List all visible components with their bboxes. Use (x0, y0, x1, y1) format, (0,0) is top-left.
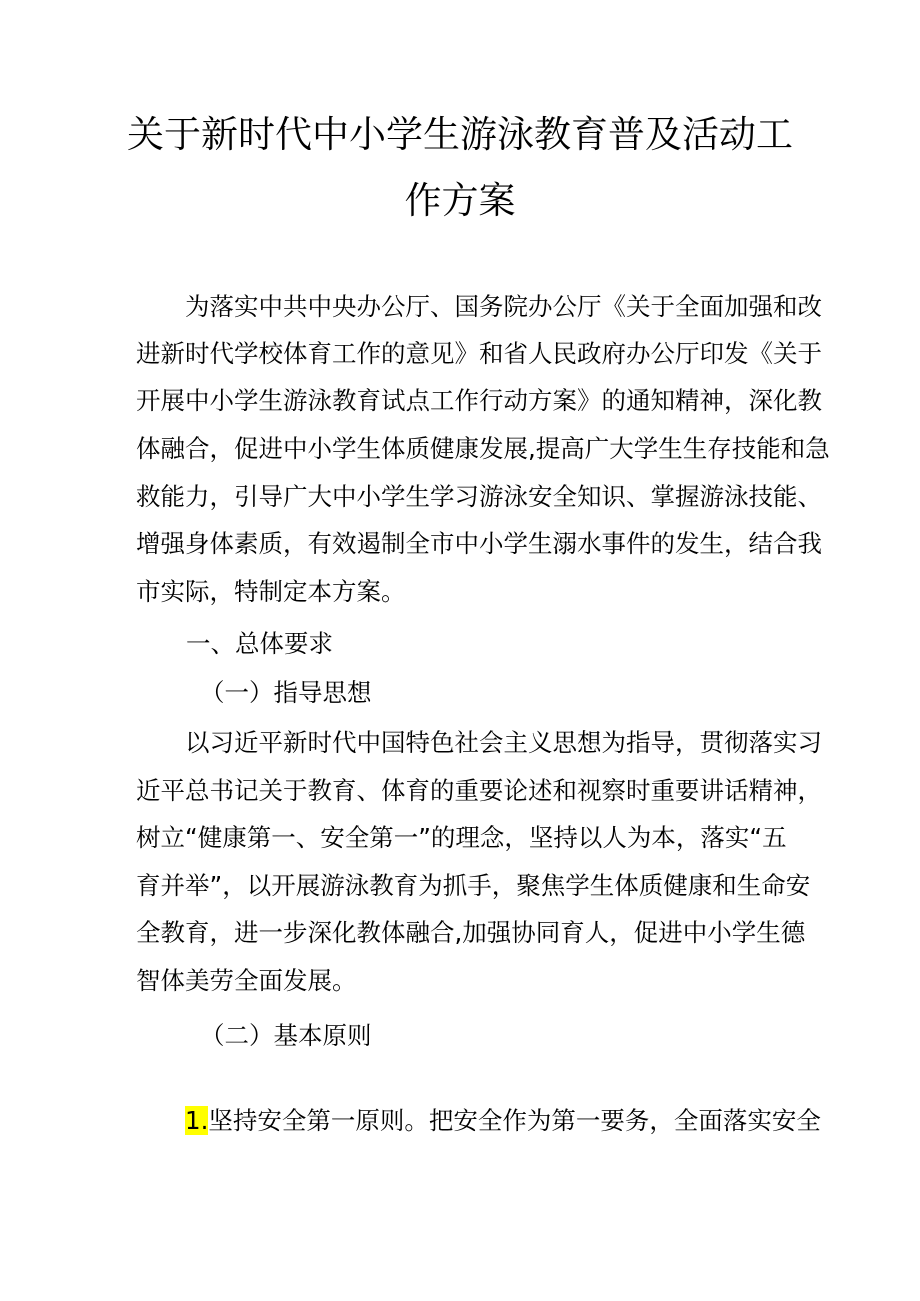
intro-paragraph-line: 救能力，引导广大中小学生学习游泳安全知识、掌握游泳技能、 (136, 482, 822, 511)
guiding-paragraph-line: 全教育，进一步深化教体融合,加强协同育人，促进中小学生德 (136, 918, 806, 947)
guiding-paragraph-line: 育并举”，以开展游泳教育为抓手，聚焦学生体质健康和生命安 (136, 871, 811, 900)
guiding-paragraph-line: 树立“健康第一、安全第一”的理念，坚持以人为本，落实“五 (136, 823, 787, 852)
intro-paragraph-line: 为落实中共中央办公厅、国务院办公厅《关于全面加强和改 (185, 292, 822, 321)
principle-line (185, 1104, 821, 1138)
intro-paragraph-line: 开展中小学生游泳教育试点工作行动方案》的通知精神，深化教 (136, 386, 822, 415)
guiding-paragraph-line: 智体美劳全面发展。 (136, 966, 357, 995)
intro-paragraph-line: 体融合，促进中小学生体质健康发展,提高广大学生生存技能和急 (136, 434, 830, 463)
highlighted-list-number: 1. (185, 1106, 209, 1135)
intro-paragraph-line: 市实际，特制定本方案。 (136, 577, 406, 606)
section-heading: 一、总体要求 (186, 629, 333, 658)
subsection-heading: （一）指导思想 (200, 678, 372, 707)
guiding-paragraph-line: 以习近平新时代中国特色社会主义思想为指导，贯彻落实习 (185, 728, 822, 757)
subsection-heading: （二）基本原则 (200, 1021, 372, 1050)
principle-text: 坚持安全第一原则。把安全作为第一要务，全面落实安全 (208, 1106, 821, 1135)
intro-paragraph-line: 进新时代学校体育工作的意见》和省人民政府办公厅印发《关于 (136, 339, 822, 368)
document-title-line-1: 关于新时代中小学生游泳教育普及活动工 (127, 113, 793, 156)
document-title-line-2: 作方案 (404, 179, 516, 222)
guiding-paragraph-line: 近平总书记关于教育、体育的重要论述和视察时重要讲话精神， (136, 776, 822, 805)
intro-paragraph-line: 增强身体素质，有效遏制全市中小学生溺水事件的发生，结合我 (136, 529, 822, 558)
